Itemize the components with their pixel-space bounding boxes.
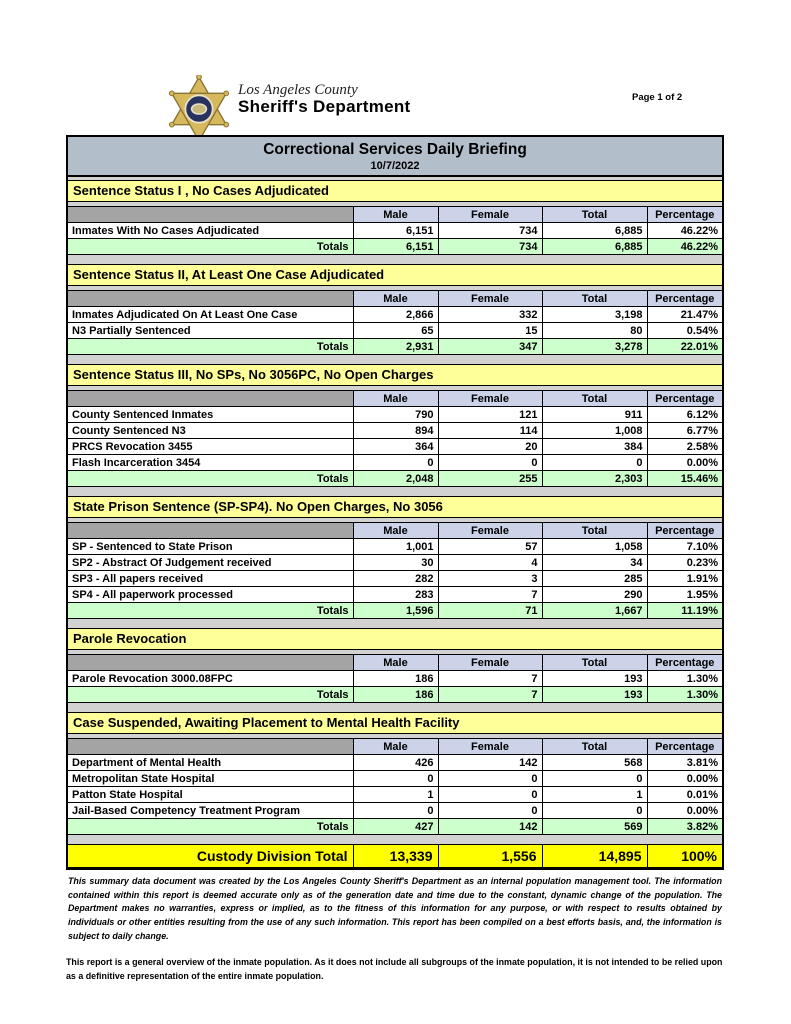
table-row <box>68 455 722 471</box>
section <box>68 628 722 703</box>
value-cell: 46.22% <box>647 223 722 239</box>
value-cell: 3,198 <box>542 307 647 323</box>
totals-value-cell: 2,931 <box>353 339 438 355</box>
value-cell: 332 <box>438 307 542 323</box>
column-header-cell: Total <box>542 207 647 223</box>
grand-total-percentage: 100% <box>647 845 722 868</box>
table-row <box>68 587 722 603</box>
table-row <box>68 323 722 339</box>
value-cell: 2.58% <box>647 439 722 455</box>
section-title: Sentence Status III, No SPs, No 3056PC, No Open Charges <box>68 364 722 386</box>
value-cell: 34 <box>542 555 647 571</box>
value-cell: 20 <box>438 439 542 455</box>
value-cell: 142 <box>438 755 542 771</box>
footnote-text: This report is a general overview of the inmate population. As it does not include all subgroups of the inmate population, it is not intended to be relied upon as a definitive representation of the entire inmate population. <box>66 956 723 981</box>
totals-value-cell: 186 <box>353 687 438 703</box>
column-header-cell: Female <box>438 291 542 307</box>
value-cell: 1 <box>542 787 647 803</box>
row-label: SP3 - All papers received <box>68 571 353 587</box>
value-cell: 790 <box>353 407 438 423</box>
column-header-cell: Male <box>353 523 438 539</box>
table-row <box>68 539 722 555</box>
value-cell: 65 <box>353 323 438 339</box>
value-cell: 384 <box>542 439 647 455</box>
row-label: County Sentenced N3 <box>68 423 353 439</box>
column-header-cell: Female <box>438 523 542 539</box>
totals-value-cell: 22.01% <box>647 339 722 355</box>
value-cell: 3 <box>438 571 542 587</box>
totals-value-cell: 347 <box>438 339 542 355</box>
totals-value-cell: 255 <box>438 471 542 487</box>
value-cell: 894 <box>353 423 438 439</box>
data-table <box>68 290 722 355</box>
spacer <box>68 487 722 496</box>
value-cell: 193 <box>542 671 647 687</box>
value-cell: 4 <box>438 555 542 571</box>
totals-value-cell: 6,885 <box>542 239 647 255</box>
spacer <box>68 355 722 364</box>
totals-value-cell: 15.46% <box>647 471 722 487</box>
value-cell: 734 <box>438 223 542 239</box>
value-cell: 1,058 <box>542 539 647 555</box>
totals-label: Totals <box>68 687 353 703</box>
row-label: Metropolitan State Hospital <box>68 771 353 787</box>
value-cell: 1.30% <box>647 671 722 687</box>
totals-value-cell: 3,278 <box>542 339 647 355</box>
table-row <box>68 571 722 587</box>
logo-department-text: Sheriff's Department <box>238 97 411 116</box>
table-row <box>68 223 722 239</box>
section <box>68 180 722 255</box>
logo-text <box>238 82 411 117</box>
value-cell: 1.95% <box>647 587 722 603</box>
value-cell: 0 <box>353 803 438 819</box>
totals-value-cell: 734 <box>438 239 542 255</box>
value-cell: 0 <box>438 771 542 787</box>
grand-total-label: Custody Division Total <box>68 845 353 868</box>
column-header-cell: Total <box>542 523 647 539</box>
column-header-cell: Total <box>542 291 647 307</box>
column-header-cell: Percentage <box>647 523 722 539</box>
column-header-cell: Total <box>542 655 647 671</box>
value-cell: 121 <box>438 407 542 423</box>
table-row <box>68 407 722 423</box>
spacer <box>68 255 722 264</box>
column-header-cell: Male <box>353 391 438 407</box>
totals-value-cell: 2,048 <box>353 471 438 487</box>
value-cell: 568 <box>542 755 647 771</box>
column-header-row <box>68 291 722 307</box>
totals-row <box>68 239 722 255</box>
sheriff-star-icon <box>165 75 233 143</box>
column-header-cell: Total <box>542 391 647 407</box>
totals-row <box>68 819 722 835</box>
column-header-row <box>68 207 722 223</box>
briefing-title: Correctional Services Daily Briefing <box>263 141 527 158</box>
value-cell: 6.12% <box>647 407 722 423</box>
custody-division-total-row <box>68 844 722 868</box>
value-cell: 0 <box>438 455 542 471</box>
row-label: SP2 - Abstract Of Judgement received <box>68 555 353 571</box>
corner-cell <box>68 655 353 671</box>
value-cell: 1,008 <box>542 423 647 439</box>
logo-county-text: Los Angeles County <box>238 82 358 98</box>
section <box>68 496 722 619</box>
totals-value-cell: 1.30% <box>647 687 722 703</box>
spacer <box>68 703 722 712</box>
column-header-cell: Male <box>353 207 438 223</box>
value-cell: 6.77% <box>647 423 722 439</box>
column-header-row <box>68 523 722 539</box>
data-table <box>68 390 722 487</box>
value-cell: 0.23% <box>647 555 722 571</box>
grand-total-male: 13,339 <box>353 845 438 868</box>
totals-value-cell: 7 <box>438 687 542 703</box>
page-number: Page 1 of 2 <box>632 92 683 103</box>
totals-value-cell: 142 <box>438 819 542 835</box>
totals-row <box>68 339 722 355</box>
value-cell: 0 <box>542 803 647 819</box>
section-title: Sentence Status II, At Least One Case Adjudicated <box>68 264 722 286</box>
value-cell: 7.10% <box>647 539 722 555</box>
totals-value-cell: 427 <box>353 819 438 835</box>
grand-total-total: 14,895 <box>542 845 647 868</box>
column-header-cell: Male <box>353 655 438 671</box>
column-header-cell: Percentage <box>647 655 722 671</box>
totals-value-cell: 11.19% <box>647 603 722 619</box>
sections-container <box>68 180 722 844</box>
value-cell: 0 <box>542 771 647 787</box>
row-label: SP4 - All paperwork processed <box>68 587 353 603</box>
totals-value-cell: 2,303 <box>542 471 647 487</box>
value-cell: 0.00% <box>647 455 722 471</box>
briefing-title-bar <box>68 137 722 177</box>
table-row <box>68 671 722 687</box>
table-row <box>68 423 722 439</box>
row-label: Parole Revocation 3000.08FPC <box>68 671 353 687</box>
value-cell: 0 <box>438 787 542 803</box>
table-row <box>68 555 722 571</box>
grand-total-female: 1,556 <box>438 845 542 868</box>
data-table <box>68 206 722 255</box>
row-label: Patton State Hospital <box>68 787 353 803</box>
value-cell: 6,151 <box>353 223 438 239</box>
column-header-cell: Female <box>438 207 542 223</box>
table-row <box>68 307 722 323</box>
value-cell: 911 <box>542 407 647 423</box>
column-header-cell: Percentage <box>647 207 722 223</box>
totals-row <box>68 603 722 619</box>
value-cell: 0.01% <box>647 787 722 803</box>
corner-cell <box>68 391 353 407</box>
totals-value-cell: 569 <box>542 819 647 835</box>
section-title: State Prison Sentence (SP-SP4). No Open Charges, No 3056 <box>68 496 722 518</box>
table-row <box>68 439 722 455</box>
row-label: SP - Sentenced to State Prison <box>68 539 353 555</box>
value-cell: 15 <box>438 323 542 339</box>
value-cell: 290 <box>542 587 647 603</box>
briefing-date: 10/7/2022 <box>370 160 420 172</box>
data-table <box>68 738 722 835</box>
totals-row <box>68 687 722 703</box>
value-cell: 0 <box>542 455 647 471</box>
value-cell: 30 <box>353 555 438 571</box>
totals-label: Totals <box>68 339 353 355</box>
row-label: N3 Partially Sentenced <box>68 323 353 339</box>
spacer <box>68 835 722 844</box>
data-table <box>68 522 722 619</box>
section <box>68 264 722 355</box>
value-cell: 2,866 <box>353 307 438 323</box>
corner-cell <box>68 207 353 223</box>
totals-value-cell: 71 <box>438 603 542 619</box>
value-cell: 282 <box>353 571 438 587</box>
totals-value-cell: 1,596 <box>353 603 438 619</box>
column-header-cell: Percentage <box>647 391 722 407</box>
value-cell: 80 <box>542 323 647 339</box>
column-header-cell: Total <box>542 739 647 755</box>
totals-label: Totals <box>68 239 353 255</box>
value-cell: 0 <box>353 771 438 787</box>
value-cell: 0.00% <box>647 803 722 819</box>
value-cell: 0 <box>353 455 438 471</box>
value-cell: 285 <box>542 571 647 587</box>
totals-value-cell: 3.82% <box>647 819 722 835</box>
column-header-row <box>68 391 722 407</box>
totals-value-cell: 6,151 <box>353 239 438 255</box>
row-label: Inmates Adjudicated On At Least One Case <box>68 307 353 323</box>
totals-value-cell: 1,667 <box>542 603 647 619</box>
row-label: County Sentenced Inmates <box>68 407 353 423</box>
disclaimer-text: This summary data document was created by the Los Angeles County Sheriff's Department as an internal population management tool. The information contained within this report is deemed accurate only as of the generation date and time due to the constant, dynamic change of the population. The Department makes no warranties, express or implied, as to the fitness of this information for any purpose, or with respect to results obtained by individuals or other entities resulting from the use of any such information. This report has been compiled on a best efforts basis, and, the information is subject to daily change. <box>68 875 722 942</box>
value-cell: 6,885 <box>542 223 647 239</box>
data-table <box>68 654 722 703</box>
value-cell: 57 <box>438 539 542 555</box>
value-cell: 114 <box>438 423 542 439</box>
value-cell: 283 <box>353 587 438 603</box>
value-cell: 186 <box>353 671 438 687</box>
totals-row <box>68 471 722 487</box>
value-cell: 1,001 <box>353 539 438 555</box>
spacer <box>68 619 722 628</box>
corner-cell <box>68 739 353 755</box>
section-title: Parole Revocation <box>68 628 722 650</box>
totals-label: Totals <box>68 819 353 835</box>
value-cell: 0.00% <box>647 771 722 787</box>
value-cell: 426 <box>353 755 438 771</box>
corner-cell <box>68 523 353 539</box>
report-block <box>66 135 724 870</box>
section <box>68 712 722 835</box>
value-cell: 1 <box>353 787 438 803</box>
row-label: Inmates With No Cases Adjudicated <box>68 223 353 239</box>
column-header-cell: Male <box>353 291 438 307</box>
value-cell: 364 <box>353 439 438 455</box>
totals-value-cell: 193 <box>542 687 647 703</box>
column-header-cell: Percentage <box>647 739 722 755</box>
corner-cell <box>68 291 353 307</box>
value-cell: 21.47% <box>647 307 722 323</box>
section-title: Case Suspended, Awaiting Placement to Mental Health Facility <box>68 712 722 734</box>
row-label: Department of Mental Health <box>68 755 353 771</box>
row-label: PRCS Revocation 3455 <box>68 439 353 455</box>
table-row <box>68 755 722 771</box>
column-header-cell: Female <box>438 655 542 671</box>
column-header-cell: Percentage <box>647 291 722 307</box>
section-title: Sentence Status I , No Cases Adjudicated <box>68 180 722 202</box>
table-row <box>68 771 722 787</box>
totals-label: Totals <box>68 603 353 619</box>
table-row <box>68 803 722 819</box>
totals-label: Totals <box>68 471 353 487</box>
value-cell: 7 <box>438 671 542 687</box>
value-cell: 0 <box>438 803 542 819</box>
row-label: Jail-Based Competency Treatment Program <box>68 803 353 819</box>
value-cell: 7 <box>438 587 542 603</box>
section <box>68 364 722 487</box>
row-label: Flash Incarceration 3454 <box>68 455 353 471</box>
table-row <box>68 787 722 803</box>
value-cell: 0.54% <box>647 323 722 339</box>
column-header-cell: Female <box>438 391 542 407</box>
column-header-cell: Male <box>353 739 438 755</box>
column-header-row <box>68 739 722 755</box>
value-cell: 3.81% <box>647 755 722 771</box>
column-header-row <box>68 655 722 671</box>
totals-value-cell: 46.22% <box>647 239 722 255</box>
column-header-cell: Female <box>438 739 542 755</box>
value-cell: 1.91% <box>647 571 722 587</box>
